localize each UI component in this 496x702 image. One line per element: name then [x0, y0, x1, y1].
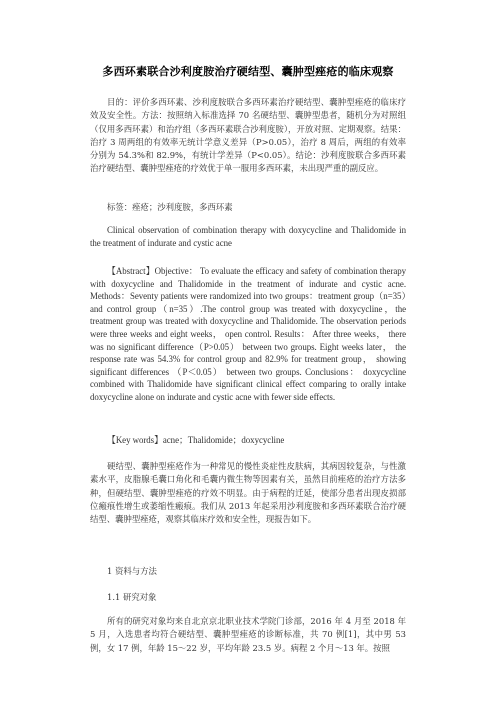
- body-paragraph-subjects: 所有的研究对象均来自北京京北职业技术学院门诊部，2016 年 4 月至 2018 年 5 月，入选患者均符合硬结型、囊肿型痤疮的诊断标准，共 70 例[1]，其中男 53 例，女 17 例，年龄 15～22 岁，平均年龄 23.5 岁。病程 2 个月～13 年。按照: [90, 616, 406, 653]
- english-title: Clinical observation of combination therapy with doxycycline and Thalidomide in the treatment of indurate and cystic acne: [90, 225, 406, 248]
- subsection-heading-subjects: 1.1 研究对象: [107, 592, 157, 602]
- abstract-english: 【Abstract】Objective： To evaluate the efficacy and safety of combination therapy with doxycycline and Thalidomide in the treatment of indurate and cystic acne. Methods：Seventy patients were randomized into two groups：treatment group（n=35）and control group（n=35）.The control group was treated with doxycycline，the treatment group was treated with doxycycline and Thalidomide. The observation periods were three weeks and eight weeks， open control. Results： After three weeks， there was no significant difference（P>0.05） between two groups. Eight weeks later， the response rate was 54.3% for control group and 82.9% for treatment group， showing significant differences （P＜0.05） between two groups. Conclusions： doxycycline combined with Thalidomide have significant clinical effect comparing to orally intake doxycycline alone on indurate and cystic acne with fewer side effects.: [90, 266, 406, 402]
- keywords-chinese: 标签：痤疮；沙利度胺，多西环素: [107, 202, 233, 212]
- abstract-chinese: 目的：评价多西环素、沙利度胺联合多西环素治疗硬结型、囊肿型痤疮的临床疗效及安全性。方法：按照纳入标准选择 70 名硬结型、囊肿型患者，随机分为对照组（仅用多西环素）和治疗组（多西环素联合沙利度胺），开放对照、定期观察。结果：治疗 3 周两组的有效率无统计学意义差异（P>0.05），治疗 8 周后，两组的有效率分别为 54.3%和 82.9%，有统计学差异（P<0.05）。结论：沙利度胺联合多西环素治疗硬结型、囊肿型痤疮的疗效优于单一服用多西环素，未出现严重的副反应。: [90, 97, 406, 174]
- section-heading-materials-methods: 1 资料与方法: [107, 566, 157, 576]
- introduction-paragraph: 硬结型、囊肿型痤疮作为一种常见的慢性炎症性皮肤病，其病因较复杂，与性激素水平，皮脂腺毛囊口角化和毛囊内微生物等因素有关，虽然目前痤疮的治疗方法多种，但硬结型、囊肿型痤疮的疗效不明显。由于病程的迁延，使部分患者出现皮损部位瘢痕性增生或萎缩性瘢痕。我们从 2013 年起采用沙利度胺和多西环素联合治疗硬结型、囊肿型痤疮，观察其临床疗效和安全性，现报告如下。: [90, 461, 406, 525]
- paper-title: 多西环素联合沙利度胺治疗硬结型、囊肿型痤疮的临床观察: [102, 65, 394, 78]
- keywords-english: 【Key words】acne；Thalidomide；doxycycline: [107, 435, 285, 445]
